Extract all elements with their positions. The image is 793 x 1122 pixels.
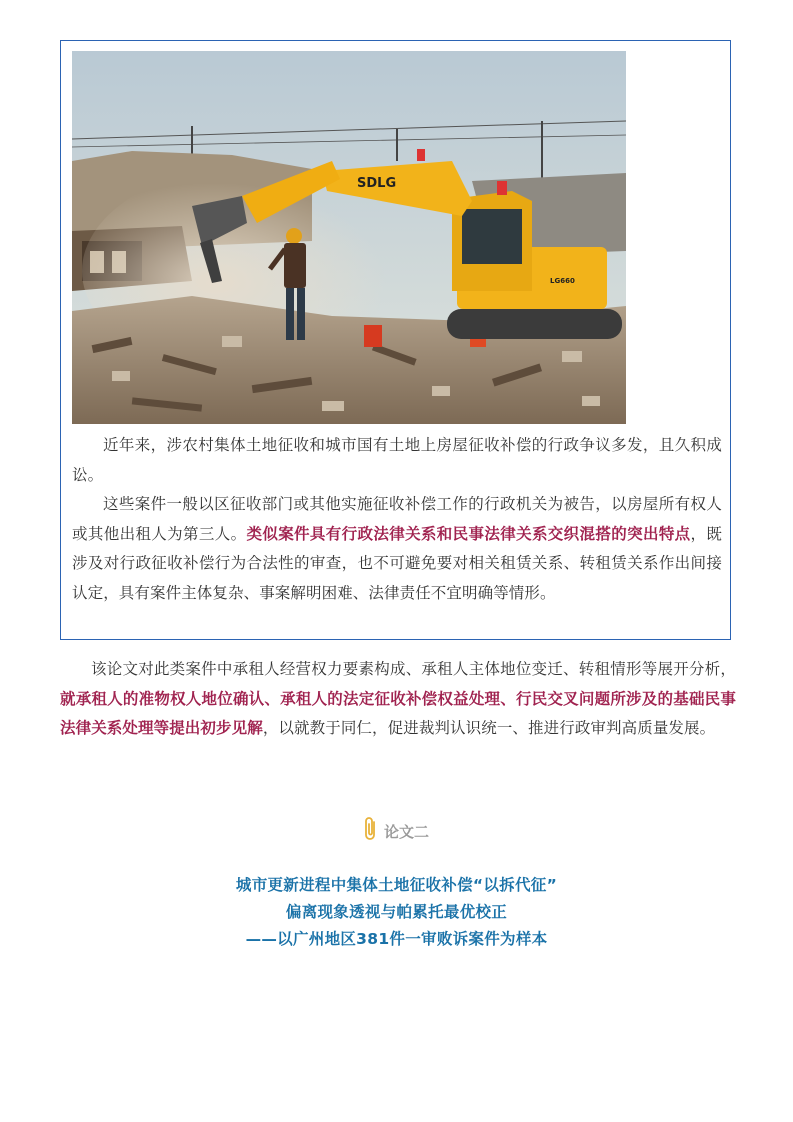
frame-paragraph-1: 近年来，涉农村集体土地征收和城市国有土地上房屋征收补偿的行政争议多发，且久积成讼。 (72, 436, 722, 484)
frame-paragraph-2-rest: ，既涉及对行政征收补偿行为合法性的审查，也不可避免要对相关租赁关系、转租赁关系作出间接认定，具有案件主体复杂、事案解明困难、法律责任不宜明确等情形。 (72, 524, 723, 602)
body-text-block (60, 655, 736, 744)
paper-title (0, 872, 793, 953)
body-paragraph (60, 655, 736, 744)
paper-title-line-1: 城市更新进程中集体土地征收补偿“以拆代征” (235, 876, 558, 894)
frame-text-block (72, 431, 722, 608)
paper-title-line-2: 偏离现象透视与帕累托最优校正 (285, 903, 508, 921)
body-paragraph-rest: ，以就教于同仁，促进裁判认识统一、推进行政审判高质量发展。 (262, 719, 716, 737)
svg-text:SDLG: SDLG (357, 176, 397, 191)
text-frame (60, 40, 731, 640)
demolition-photo (72, 51, 626, 424)
svg-text:LG660: LG660 (550, 277, 575, 285)
paper-title-line-3: ——以广州地区381件一审败诉案件为样本 (245, 930, 548, 948)
body-paragraph-highlight: 就承租人的准物权人地位确认、承租人的法定征收补偿权益处理、行民交叉问题所涉及的基础民事法律关系处理等提出初步见解 (60, 689, 736, 737)
section-heading (0, 816, 793, 846)
section-label: 论文二 (383, 822, 429, 841)
frame-paragraph-2 (72, 490, 722, 608)
frame-paragraph-2-highlight: 类似案件具有行政法律关系和民事法律关系交织混搭的突出特点 (246, 524, 691, 543)
body-paragraph-text: 该论文对此类案件中承租人经营权力要素构成、承租人主体地位变迁、转租情形等展开分析， (91, 660, 736, 678)
paperclip-icon (364, 816, 378, 846)
frame-paragraph-2-text: 这些案件一般以区征收部门或其他实施征收补偿工作的行政机关为被告，以房屋所有权人或其他出租人为第三人。 (72, 495, 722, 543)
